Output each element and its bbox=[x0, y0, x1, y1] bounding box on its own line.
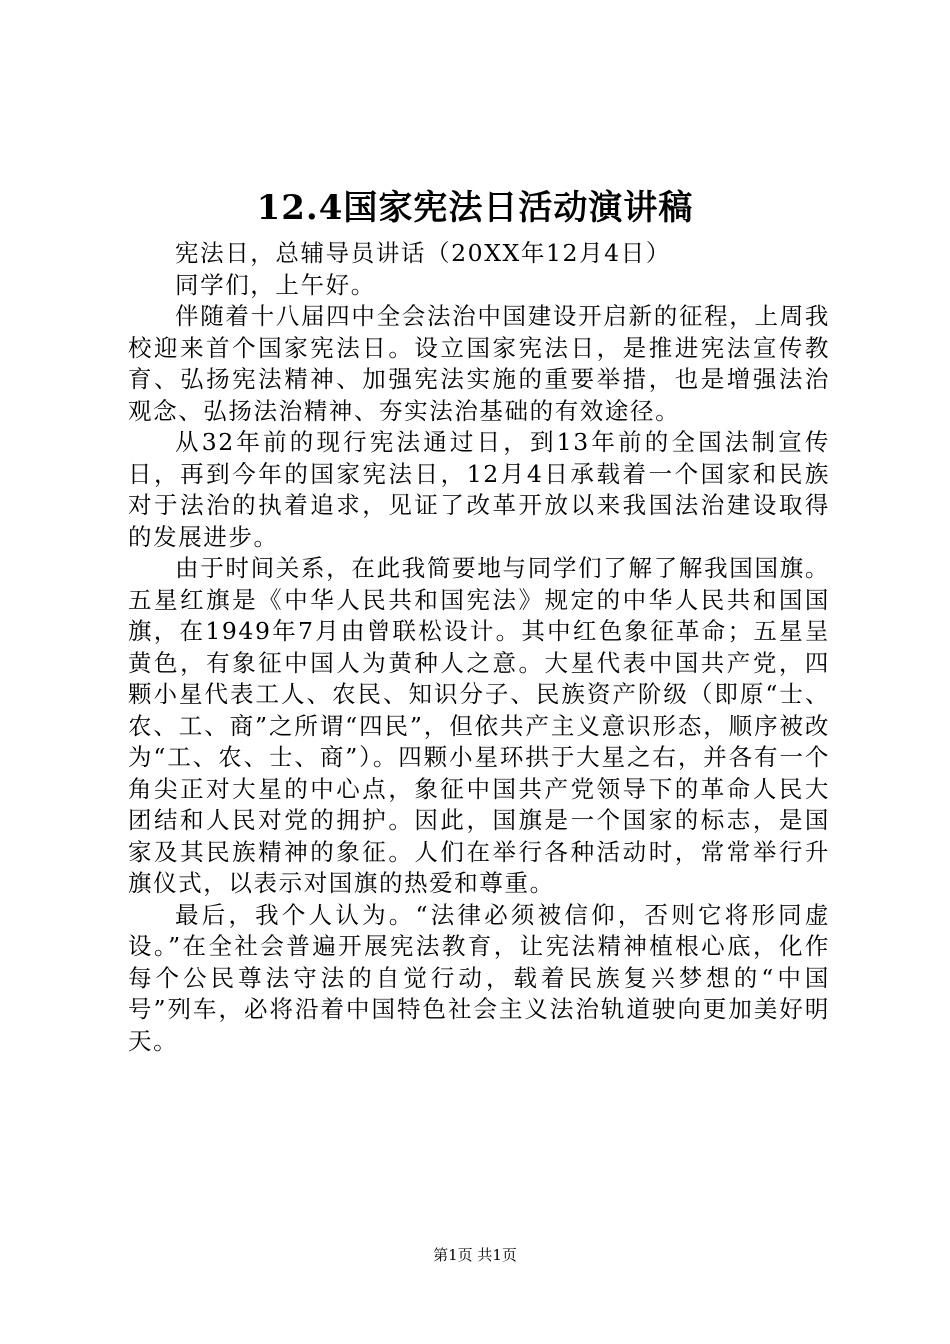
document-body bbox=[128, 238, 830, 1057]
paragraph-national-flag: 由于时间关系，在此我简要地与同学们了解了解我国国旗。五星红旗是《中华人民共和国宪法》规定的中华人民共和国国旗，在1949年7月由曾联松设计。其中红色象征革命；五星呈黄色，有象征中国人为黄种人之意。大星代表中国共产党，四颗小星代表工人、农民、知识分子、民族资产阶级（即原“士、农、工、商”之所谓“四民”，但依共产主义意识形态，顺序被改为“工、农、士、商”）。四颗小星环拱于大星之右，并各有一个角尖正对大星的中心点，象征中国共产党领导下的革命人民大团结和人民对党的拥护。因此，国旗是一个国家的标志，是国家及其民族精神的象征。人们在举行各种活动时，常常举行升旗仪式，以表示对国旗的热爱和尊重。 bbox=[128, 554, 830, 897]
document-title: 12.4国家宪法日活动演讲稿 bbox=[256, 188, 694, 228]
paragraph-history: 从32年前的现行宪法通过日，到13年前的全国法制宣传日，再到今年的国家宪法日，12月4日承载着一个国家和民族对于法治的执着追求，见证了改革开放以来我国法治建设取得的发展进步。 bbox=[128, 428, 830, 551]
page-footer: 第1页 共1页 bbox=[433, 1246, 517, 1264]
paragraph-intro: 伴随着十八届四中全会法治中国建设开启新的征程，上周我校迎来首个国家宪法日。设立国家宪法日，是推进宪法宣传教育、弘扬宪法精神、加强宪法实施的重要举措，也是增强法治观念、弘扬法治精神、夯实法治基础的有效途径。 bbox=[128, 302, 830, 425]
paragraph-greeting: 同学们，上午好。 bbox=[175, 270, 376, 299]
paragraph-heading-line: 宪法日，总辅导员讲话（20XX年12月4日） bbox=[175, 239, 671, 267]
paragraph-conclusion: 最后，我个人认为。“法律必须被信仰，否则它将形同虚设。”在全社会普遍开展宪法教育，让宪法精神植根心底，化作每个公民尊法守法的自觉行动，载着民族复兴梦想的“中国号”列车，必将沿着中国特色社会主义法治轨道驶向更加美好明天。 bbox=[128, 900, 830, 1055]
